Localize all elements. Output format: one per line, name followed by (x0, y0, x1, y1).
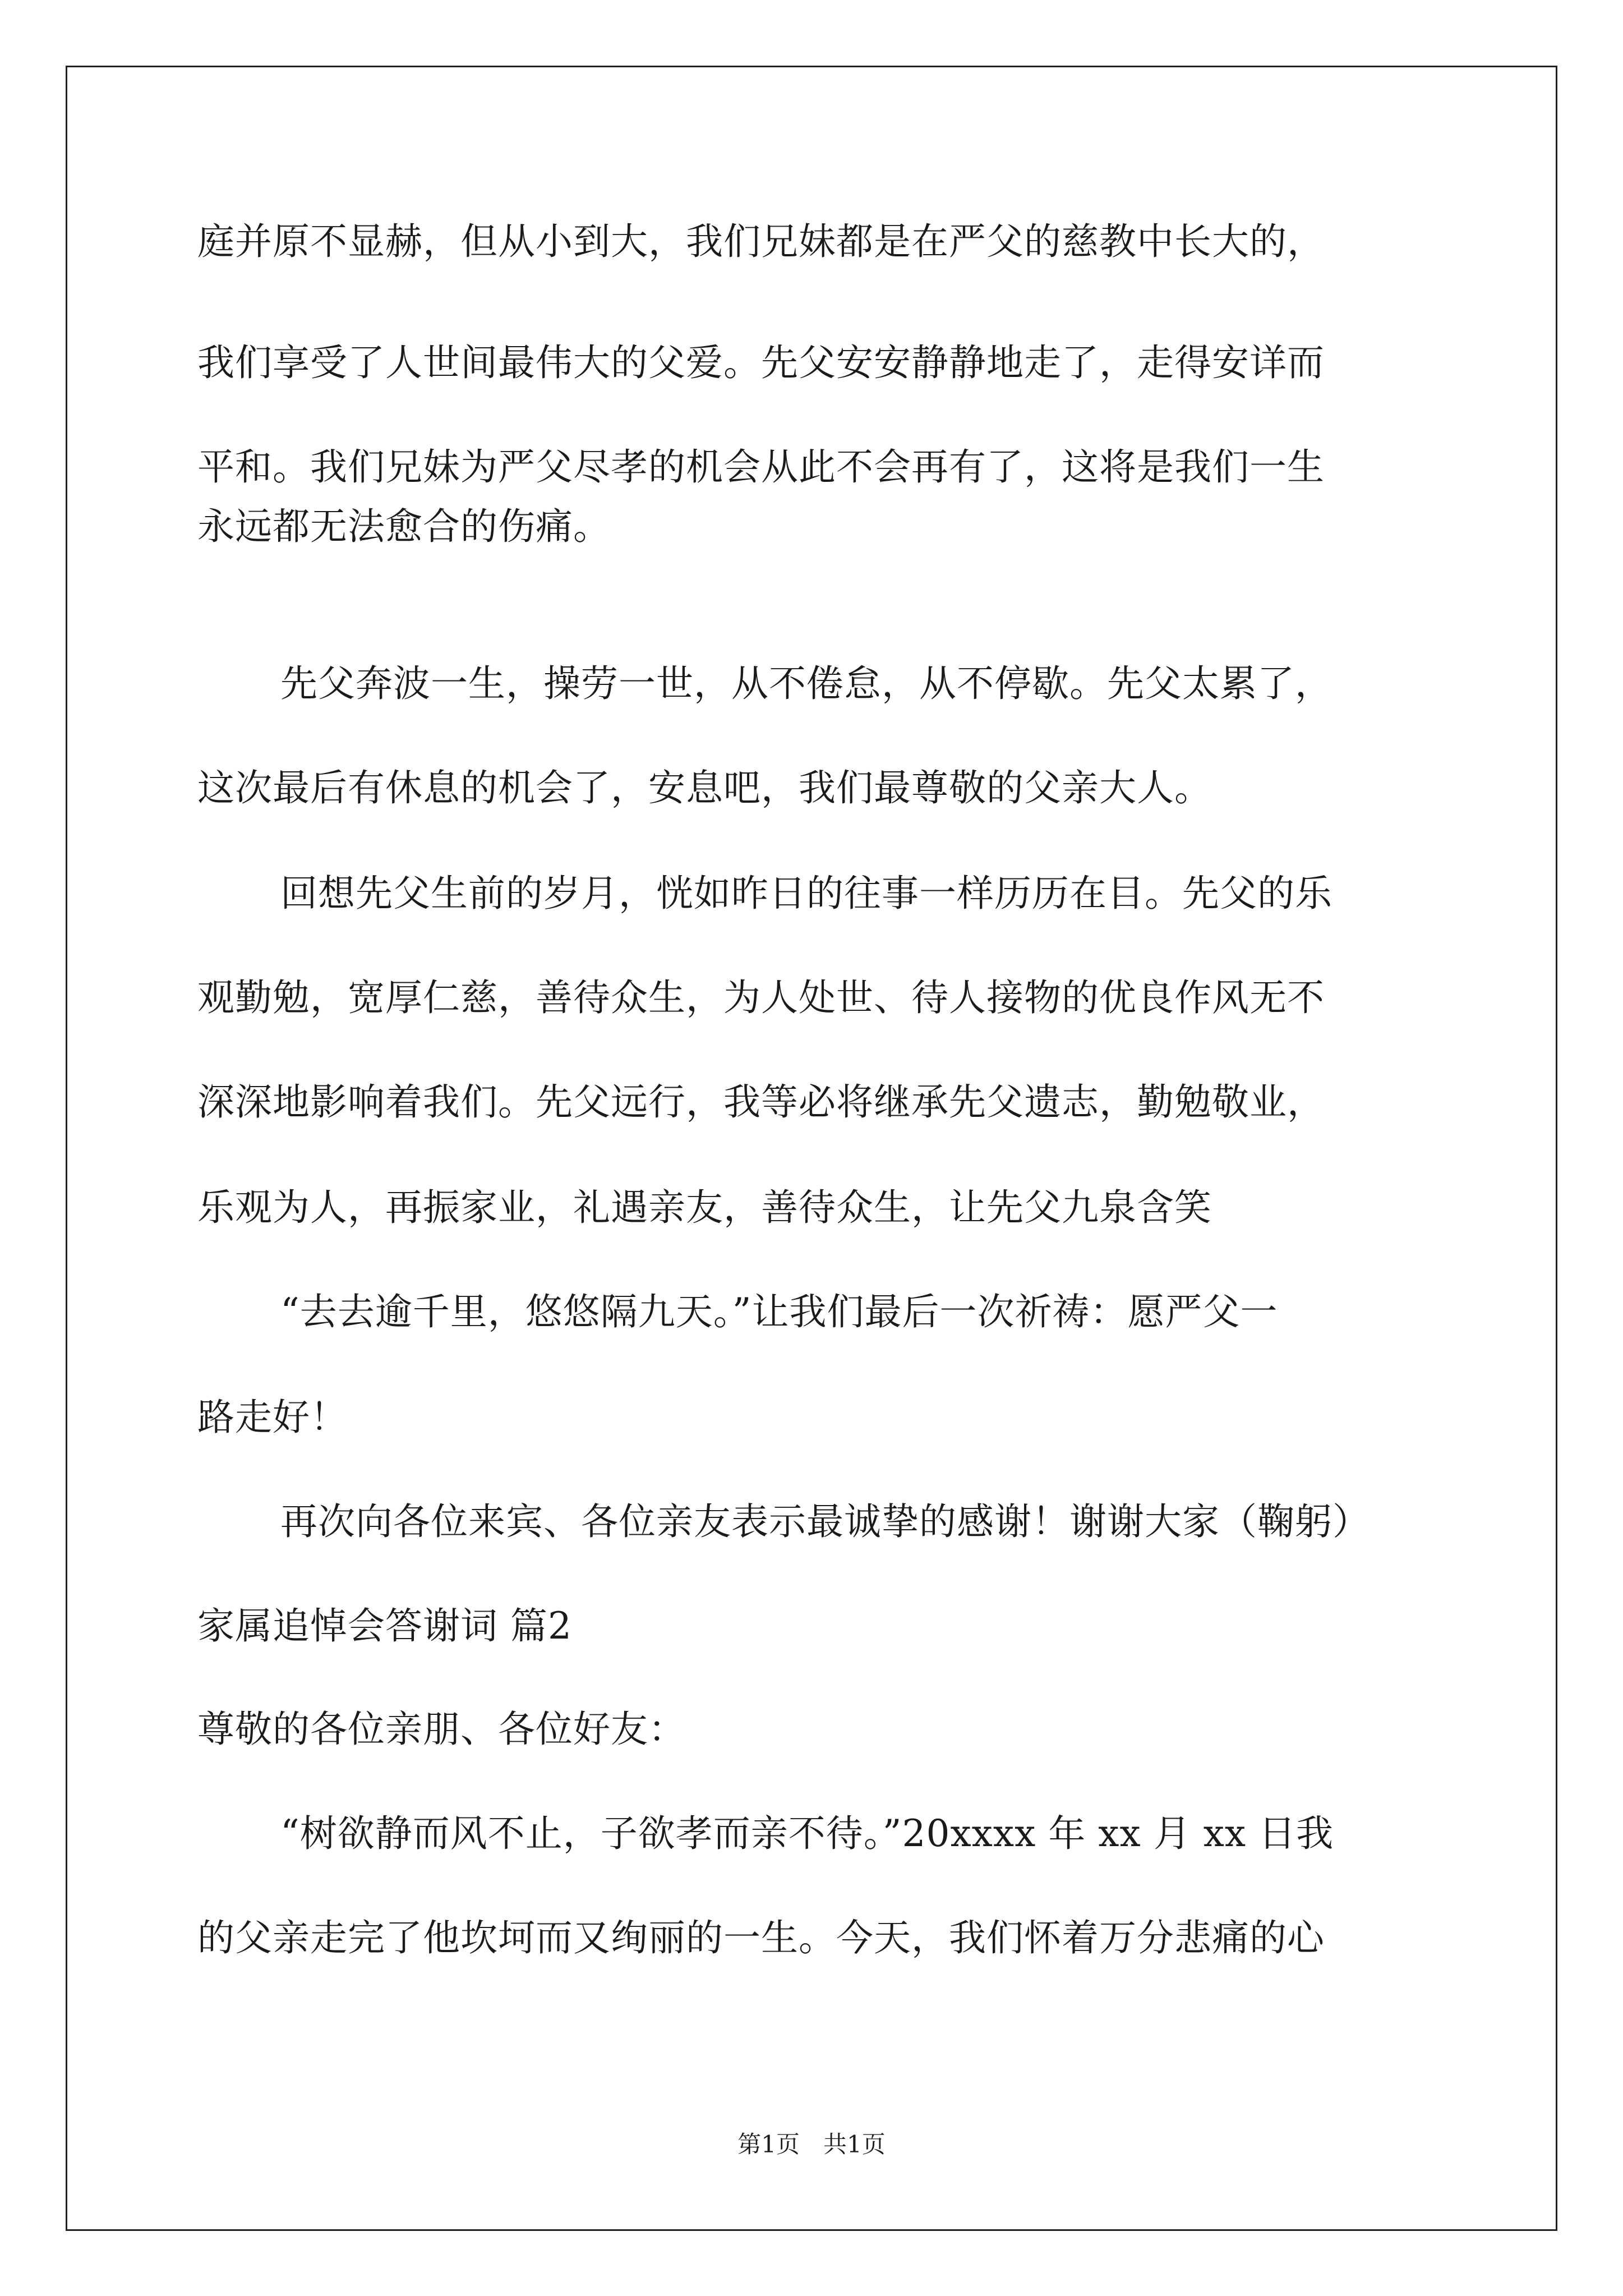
salutation: 尊敬的各位亲朋、各位好友： (197, 1708, 686, 1751)
body-line: 庭并原不显赫，但从小到大，我们兄妹都是在严父的慈教中长大的， (197, 220, 1325, 263)
body-line: 乐观为人，再振家业，礼遇亲友，善待众生，让先父九泉含笑 (197, 1186, 1212, 1229)
body-line: “去去逾千里，悠悠隔九天。”让我们最后一次祈祷：愿严父一 (280, 1290, 1278, 1333)
body-line: 先父奔波一生，操劳一世，从不倦怠，从不停歇。先父太累了， (280, 662, 1332, 705)
body-line: 深深地影响着我们。先父远行，我等必将继承先父遗志，勤勉敬业， (197, 1080, 1325, 1124)
body-line: “树欲静而风不止，子欲孝而亲不待。”20xxxx 年 xx 月 xx 日我 (280, 1812, 1334, 1855)
body-line: 的父亲走完了他坎坷而又绚丽的一生。今天，我们怀着万分悲痛的心 (197, 1916, 1325, 1959)
page-border (66, 66, 1557, 2231)
body-line: 回想先父生前的岁月，恍如昨日的往事一样历历在目。先父的乐 (280, 872, 1332, 915)
body-line: 我们享受了人世间最伟大的父爱。先父安安静静地走了，走得安详而 (197, 341, 1325, 384)
page-number-footer: 第1页 共1页 (737, 2131, 886, 2158)
body-line: 永远都无法愈合的伤痛。 (197, 505, 611, 548)
body-line: 路走好！ (197, 1396, 348, 1439)
body-line: 这次最后有休息的机会了，安息吧，我们最尊敬的父亲大人。 (197, 766, 1212, 809)
body-line: 再次向各位来宾、各位亲友表示最诚挚的感谢！谢谢大家（鞠躬） (280, 1500, 1370, 1543)
body-line: 平和。我们兄妹为严父尽孝的机会从此不会再有了，这将是我们一生 (197, 445, 1325, 489)
body-line: 观勤勉，宽厚仁慈，善待众生，为人处世、待人接物的优良作风无不 (197, 976, 1325, 1019)
section-heading: 家属追悼会答谢词 篇2 (197, 1604, 572, 1648)
